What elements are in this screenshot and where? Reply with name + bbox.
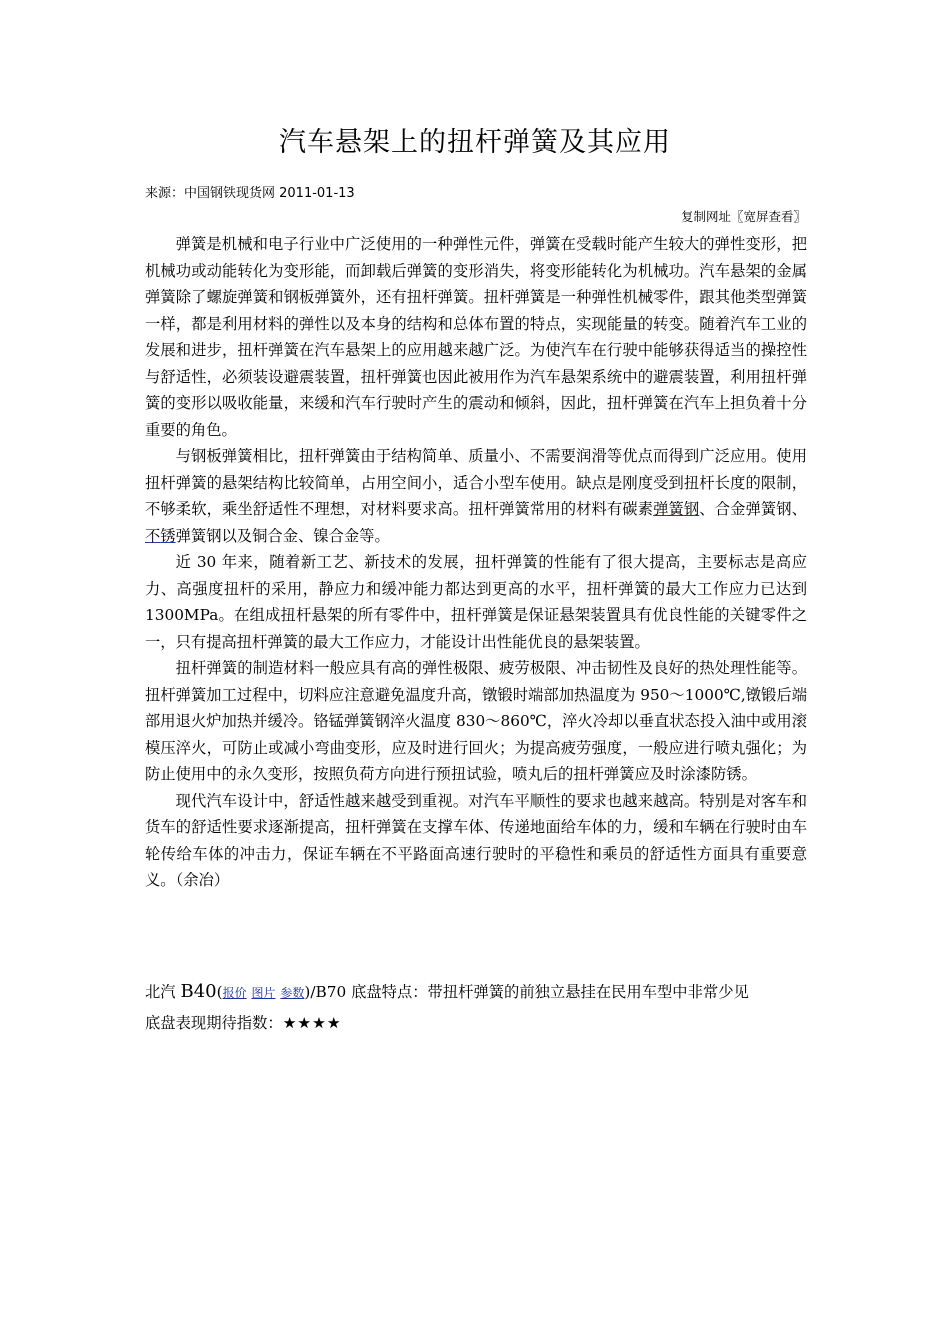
paragraph-1: 弹簧是机械和电子行业中广泛使用的一种弹性元件，弹簧在受载时能产生较大的弹性变形，把机械功或动能转化为变形能，而卸载后弹簧的变形消失，将变形能转化为机械功。汽车悬架的金属弹簧除了螺旋弹簧和钢板弹簧外，还有扭杆弹簧。扭杆弹簧是一种弹性机械零件，跟其他类型弹簧一样，都是利用材料的弹性以及本身的结构和总体布置的特点，实现能量的转变。随着汽车工业的发展和进步，扭杆弹簧在汽车悬架上的应用越来越广泛。为使汽车在行驶中能够获得适当的操控性与舒适性，必须装设避震装置，扭杆弹簧也因此被用作为汽车悬架系统中的避震装置，利用扭杆弹簧的变形以吸收能量，来缓和汽车行驶时产生的震动和倾斜，因此，扭杆弹簧在汽车上担负着十分重要的角色。: [145, 235, 807, 439]
spring-steel-link[interactable]: 弹簧钢: [653, 500, 700, 518]
paragraph-2-text-a: 与钢板弹簧相比，扭杆弹簧由于结构简单、质量小、不需要润滑等优点而得到广泛应用。使用扭杆弹簧的悬架结构比较简单，占用空间小，适合小型车使用。缺点是刚度受到扭杆长度的限制，不够柔软，乘坐舒适性不理想，对材料要求高。扭杆弹簧常用的材料有碳素: [145, 447, 807, 518]
stainless-link[interactable]: 不锈: [145, 526, 176, 545]
price-link[interactable]: 报价: [222, 986, 247, 1000]
source-line: 来源：中国钢铁现货网 2011-01-13: [145, 186, 355, 201]
photo-link[interactable]: 图片: [251, 986, 276, 1000]
page-title: 汽车悬架上的扭杆弹簧及其应用: [279, 127, 671, 158]
copy-url-link[interactable]: 复制网址〖宽屏查看〗: [680, 209, 806, 224]
paren-open: (: [216, 983, 223, 1001]
paragraph-3: 近 30 年来，随着新工艺、新技术的发展，扭杆弹簧的性能有了很大提高，主要标志是高应力、高强度扭杆的采用，静应力和缓冲能力都达到更高的水平，扭杆弹簧的最大工作应力已达到 1300MPa。在组成扭杆悬架的所有零件中，扭杆弹簧是保证悬架装置具有优良性能的关键零件之一，只有提高扭杆弹簧的最大工作应力，才能设计出性能优良的悬架装置。: [145, 553, 807, 651]
paragraph-4: 扭杆弹簧的制造材料一般应具有高的弹性极限、疲劳极限、冲击韧性及良好的热处理性能等。扭杆弹簧加工过程中，切料应注意避免温度升高，镦锻时端部加热温度为 950～1000℃,镦锻后端部用退火炉加热并缓冷。铬锰弹簧钢淬火温度 830～860℃，淬火冷却以垂直状态投入油中或用滚模压淬火，可防止或减小弯曲变形，应及时进行回火；为提高疲劳强度，一般应进行喷丸强化；为防止使用中的永久变形，按照负荷方向进行预扭试验，喷丸后的扭杆弹簧应及时涂漆防锈。: [145, 659, 807, 783]
rating-stars: ★★★★: [282, 1014, 342, 1032]
model-name: B40: [180, 981, 217, 1002]
rating-label: 底盘表现期待指数：: [145, 1014, 283, 1032]
paragraph-2-text-c: 弹簧钢以及铜合金、镍合金等。: [175, 526, 390, 545]
rating-line: [145, 1008, 815, 1038]
params-link[interactable]: 参数: [280, 986, 305, 1000]
paragraph-5: 现代汽车设计中，舒适性越来越受到重视。对汽车平顺性的要求也越来越高。特别是对客车和货车的舒适性要求逐渐提高，扭杆弹簧在支撑车体、传递地面给车体的力，缓和车辆在行驶时由车轮传给车体的冲击力，保证车辆在不平路面高速行驶时的平稳性和乘员的舒适性方面具有重要意义。（余冶）: [145, 791, 807, 889]
chassis-features: )/B70 底盘特点：带扭杆弹簧的前独立悬挂在民用车型中非常少见: [304, 983, 749, 1001]
paragraph-2-text-b: 、合金弹簧钢、: [699, 500, 807, 518]
car-model-line: [145, 977, 815, 1008]
brand-prefix: 北汽: [145, 983, 181, 1001]
paragraph-2: [145, 443, 807, 549]
article-body: [145, 231, 807, 894]
car-footer: [145, 977, 815, 1038]
